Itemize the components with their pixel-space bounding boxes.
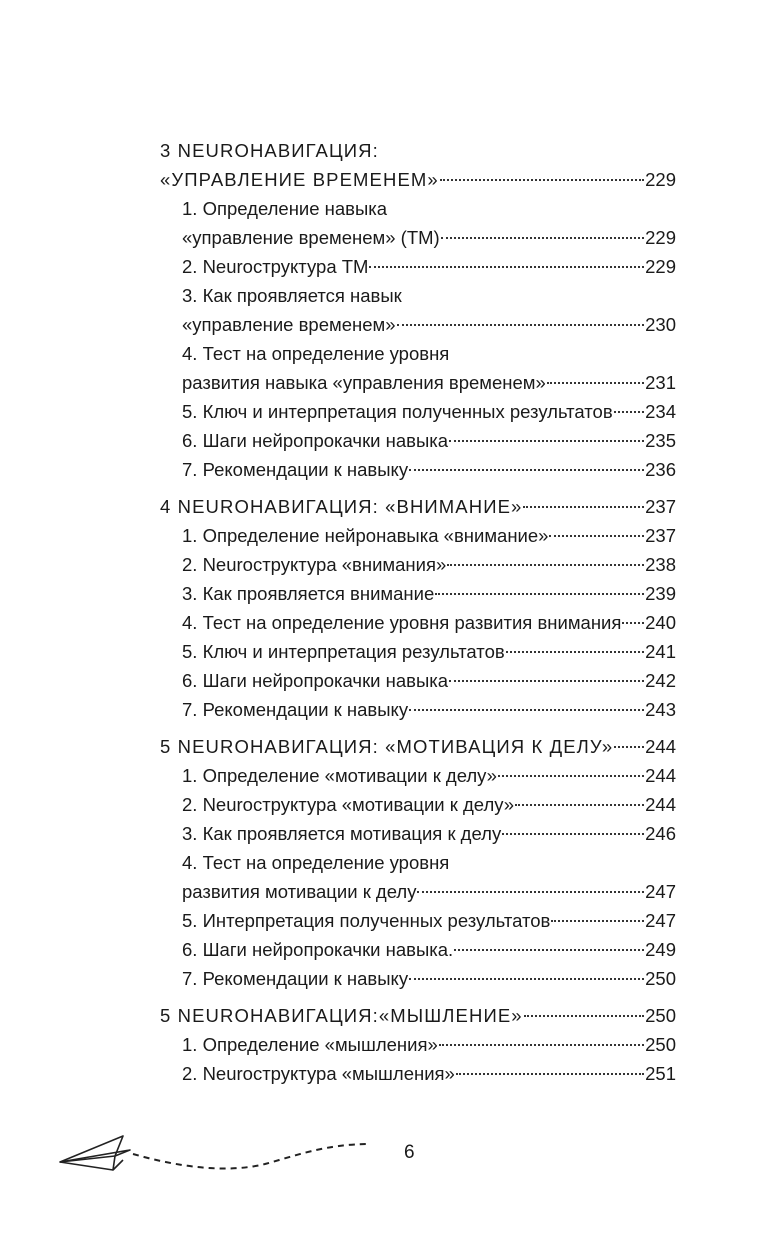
entry-line	[182, 521, 676, 550]
dot-leader	[614, 746, 644, 748]
entry-title: 1. Определение нейронавыка «внимание»	[182, 525, 549, 546]
toc-entry	[182, 550, 676, 579]
entry-page-number: 230	[645, 314, 676, 335]
entry-title: 3. Как проявляется внимание	[182, 583, 435, 604]
entry-page-number: 229	[645, 256, 676, 277]
toc-entry	[182, 761, 676, 790]
chapter-entries	[160, 1030, 676, 1088]
entry-title: 3. Как проявляется мотивация к делу	[182, 823, 502, 844]
toc-entry	[182, 935, 676, 964]
entry-page-number: 249	[645, 939, 676, 960]
entry-page-number: 239	[645, 583, 676, 604]
toc-entry	[182, 608, 676, 637]
entry-line	[182, 252, 676, 281]
entry-page-number: 250	[645, 968, 676, 989]
toc-entry	[182, 906, 676, 935]
chapter-block	[160, 492, 676, 724]
entry-title: 7. Рекомендации к навыку	[182, 459, 409, 480]
toc-entry	[182, 666, 676, 695]
dot-leader	[524, 1015, 644, 1017]
entry-title: 2. Neurоструктура «внимания»	[182, 554, 447, 575]
chapter-title: 5 NEUROНАВИГАЦИЯ: «МОТИВАЦИЯ К ДЕЛУ»	[160, 736, 614, 757]
dot-leader	[551, 920, 644, 922]
dot-leader	[440, 179, 644, 181]
dot-leader	[449, 680, 644, 682]
entry-title: 5. Ключ и интерпретация полученных результатов	[182, 401, 613, 422]
entry-line	[182, 397, 676, 426]
toc-entry	[182, 964, 676, 993]
entry-page-number: 247	[645, 910, 676, 931]
paper-plane-icon	[55, 1130, 375, 1180]
entry-line	[182, 761, 676, 790]
chapter-page-number: 229	[645, 169, 676, 190]
dot-leader	[502, 833, 644, 835]
dot-leader	[622, 622, 644, 624]
toc-entry	[182, 819, 676, 848]
entry-title: 1. Определение «мотивации к делу»	[182, 765, 497, 786]
dot-leader	[506, 651, 644, 653]
entry-title: развития мотивации к делу	[182, 881, 417, 902]
entry-page-number: 236	[645, 459, 676, 480]
chapter-title: 5 NEUROНАВИГАЦИЯ:«МЫШЛЕНИЕ»	[160, 1005, 523, 1026]
entry-page-number: 237	[645, 525, 676, 546]
table-of-contents	[160, 136, 676, 1096]
toc-entry	[182, 194, 676, 252]
toc-entry	[182, 521, 676, 550]
entry-page-number: 244	[645, 765, 676, 786]
entry-line	[182, 877, 676, 906]
dot-leader	[454, 949, 644, 951]
entry-page-number: 241	[645, 641, 676, 662]
entry-page-number: 250	[645, 1034, 676, 1055]
toc-entry	[182, 455, 676, 484]
entry-page-number: 240	[645, 612, 676, 633]
chapter-title-line1: 3 NEUROНАВИГАЦИЯ:	[160, 140, 379, 161]
entry-page-number: 235	[645, 430, 676, 451]
entry-line	[182, 368, 676, 397]
toc-entry	[182, 281, 676, 339]
chapter-block	[160, 732, 676, 993]
dot-leader	[435, 593, 644, 595]
chapter-line	[160, 492, 676, 521]
chapter-entries	[160, 761, 676, 993]
dot-leader	[549, 535, 644, 537]
entry-line	[182, 579, 676, 608]
entry-page-number: 242	[645, 670, 676, 691]
toc-entry	[182, 695, 676, 724]
entry-page-number: 234	[645, 401, 676, 422]
dot-leader	[547, 382, 644, 384]
entry-page-number: 246	[645, 823, 676, 844]
toc-entry	[182, 1030, 676, 1059]
toc-entry	[182, 579, 676, 608]
toc-entry	[182, 637, 676, 666]
chapter-entries	[160, 521, 676, 724]
dot-leader	[523, 506, 644, 508]
entry-line	[182, 695, 676, 724]
dot-leader	[614, 411, 644, 413]
entry-title: «управление временем» (ТМ)	[182, 227, 440, 248]
entry-title-line1: 1. Определение навыка	[182, 198, 388, 219]
entry-title: «управление временем»	[182, 314, 396, 335]
entry-page-number: 247	[645, 881, 676, 902]
entry-line	[182, 1030, 676, 1059]
entry-title: 7. Рекомендации к навыку	[182, 968, 409, 989]
entry-line	[182, 906, 676, 935]
entry-page-number: 251	[645, 1063, 676, 1084]
toc-entry	[182, 339, 676, 397]
toc-entry	[182, 426, 676, 455]
entry-line	[182, 790, 676, 819]
dot-leader	[447, 564, 644, 566]
page-number: 6	[404, 1142, 415, 1163]
entry-title: развития навыка «управления временем»	[182, 372, 546, 393]
entry-line	[182, 550, 676, 579]
toc-entry	[182, 1059, 676, 1088]
chapter-page-number: 244	[645, 736, 676, 757]
entry-page-number: 244	[645, 794, 676, 815]
chapter-line	[160, 165, 676, 194]
entry-title: 6. Шаги нейропрокачки навыка	[182, 430, 449, 451]
entry-title: 2. Neurоструктура ТМ	[182, 256, 369, 277]
entry-title: 7. Рекомендации к навыку	[182, 699, 409, 720]
dot-leader	[369, 266, 644, 268]
chapter-page-number: 250	[645, 1005, 676, 1026]
entry-line	[182, 1059, 676, 1088]
entry-title: 2. Neurоструктура «мышления»	[182, 1063, 455, 1084]
entry-line	[182, 637, 676, 666]
dot-leader	[439, 1044, 644, 1046]
dot-leader	[449, 440, 644, 442]
dot-leader	[498, 775, 644, 777]
chapter-block	[160, 1001, 676, 1088]
chapter-line	[160, 1001, 676, 1030]
dot-leader	[456, 1073, 644, 1075]
chapter-line	[160, 732, 676, 761]
entry-title: 1. Определение «мышления»	[182, 1034, 438, 1055]
dot-leader	[397, 324, 645, 326]
entry-line	[182, 310, 676, 339]
entry-title-line1: 4. Тест на определение уровня	[182, 852, 450, 873]
entry-title-line1: 3. Как проявляется навык	[182, 285, 402, 306]
entry-line	[182, 223, 676, 252]
chapter-title: «УПРАВЛЕНИЕ ВРЕМЕНЕМ»	[160, 169, 439, 190]
entry-line	[182, 608, 676, 637]
chapter-block	[160, 136, 676, 484]
dot-leader	[409, 978, 644, 980]
entry-title-line1: 4. Тест на определение уровня	[182, 343, 450, 364]
entry-title: 4. Тест на определение уровня развития внимания	[182, 612, 622, 633]
dot-leader	[409, 469, 644, 471]
dot-leader	[417, 891, 644, 893]
toc-entry	[182, 397, 676, 426]
entry-title: 2. Neurоструктура «мотивации к делу»	[182, 794, 515, 815]
dot-leader	[441, 237, 644, 239]
entry-line	[182, 426, 676, 455]
entry-line	[182, 455, 676, 484]
entry-line	[182, 935, 676, 964]
chapter-page-number: 237	[645, 496, 676, 517]
toc-entry	[182, 252, 676, 281]
chapter-entries	[160, 194, 676, 484]
entry-page-number: 238	[645, 554, 676, 575]
entry-title: 5. Ключ и интерпретация результатов	[182, 641, 505, 662]
entry-page-number: 229	[645, 227, 676, 248]
entry-title: 6. Шаги нейропрокачки навыка	[182, 670, 449, 691]
entry-line	[182, 819, 676, 848]
toc-entry	[182, 790, 676, 819]
entry-page-number: 231	[645, 372, 676, 393]
entry-title: 6. Шаги нейропрокачки навыка.	[182, 939, 454, 960]
dot-leader	[409, 709, 644, 711]
toc-entry	[182, 848, 676, 906]
entry-line	[182, 964, 676, 993]
entry-title: 5. Интерпретация полученных результатов	[182, 910, 551, 931]
chapter-title: 4 NEUROНАВИГАЦИЯ: «ВНИМАНИЕ»	[160, 496, 523, 517]
entry-page-number: 243	[645, 699, 676, 720]
dot-leader	[515, 804, 644, 806]
entry-line	[182, 666, 676, 695]
